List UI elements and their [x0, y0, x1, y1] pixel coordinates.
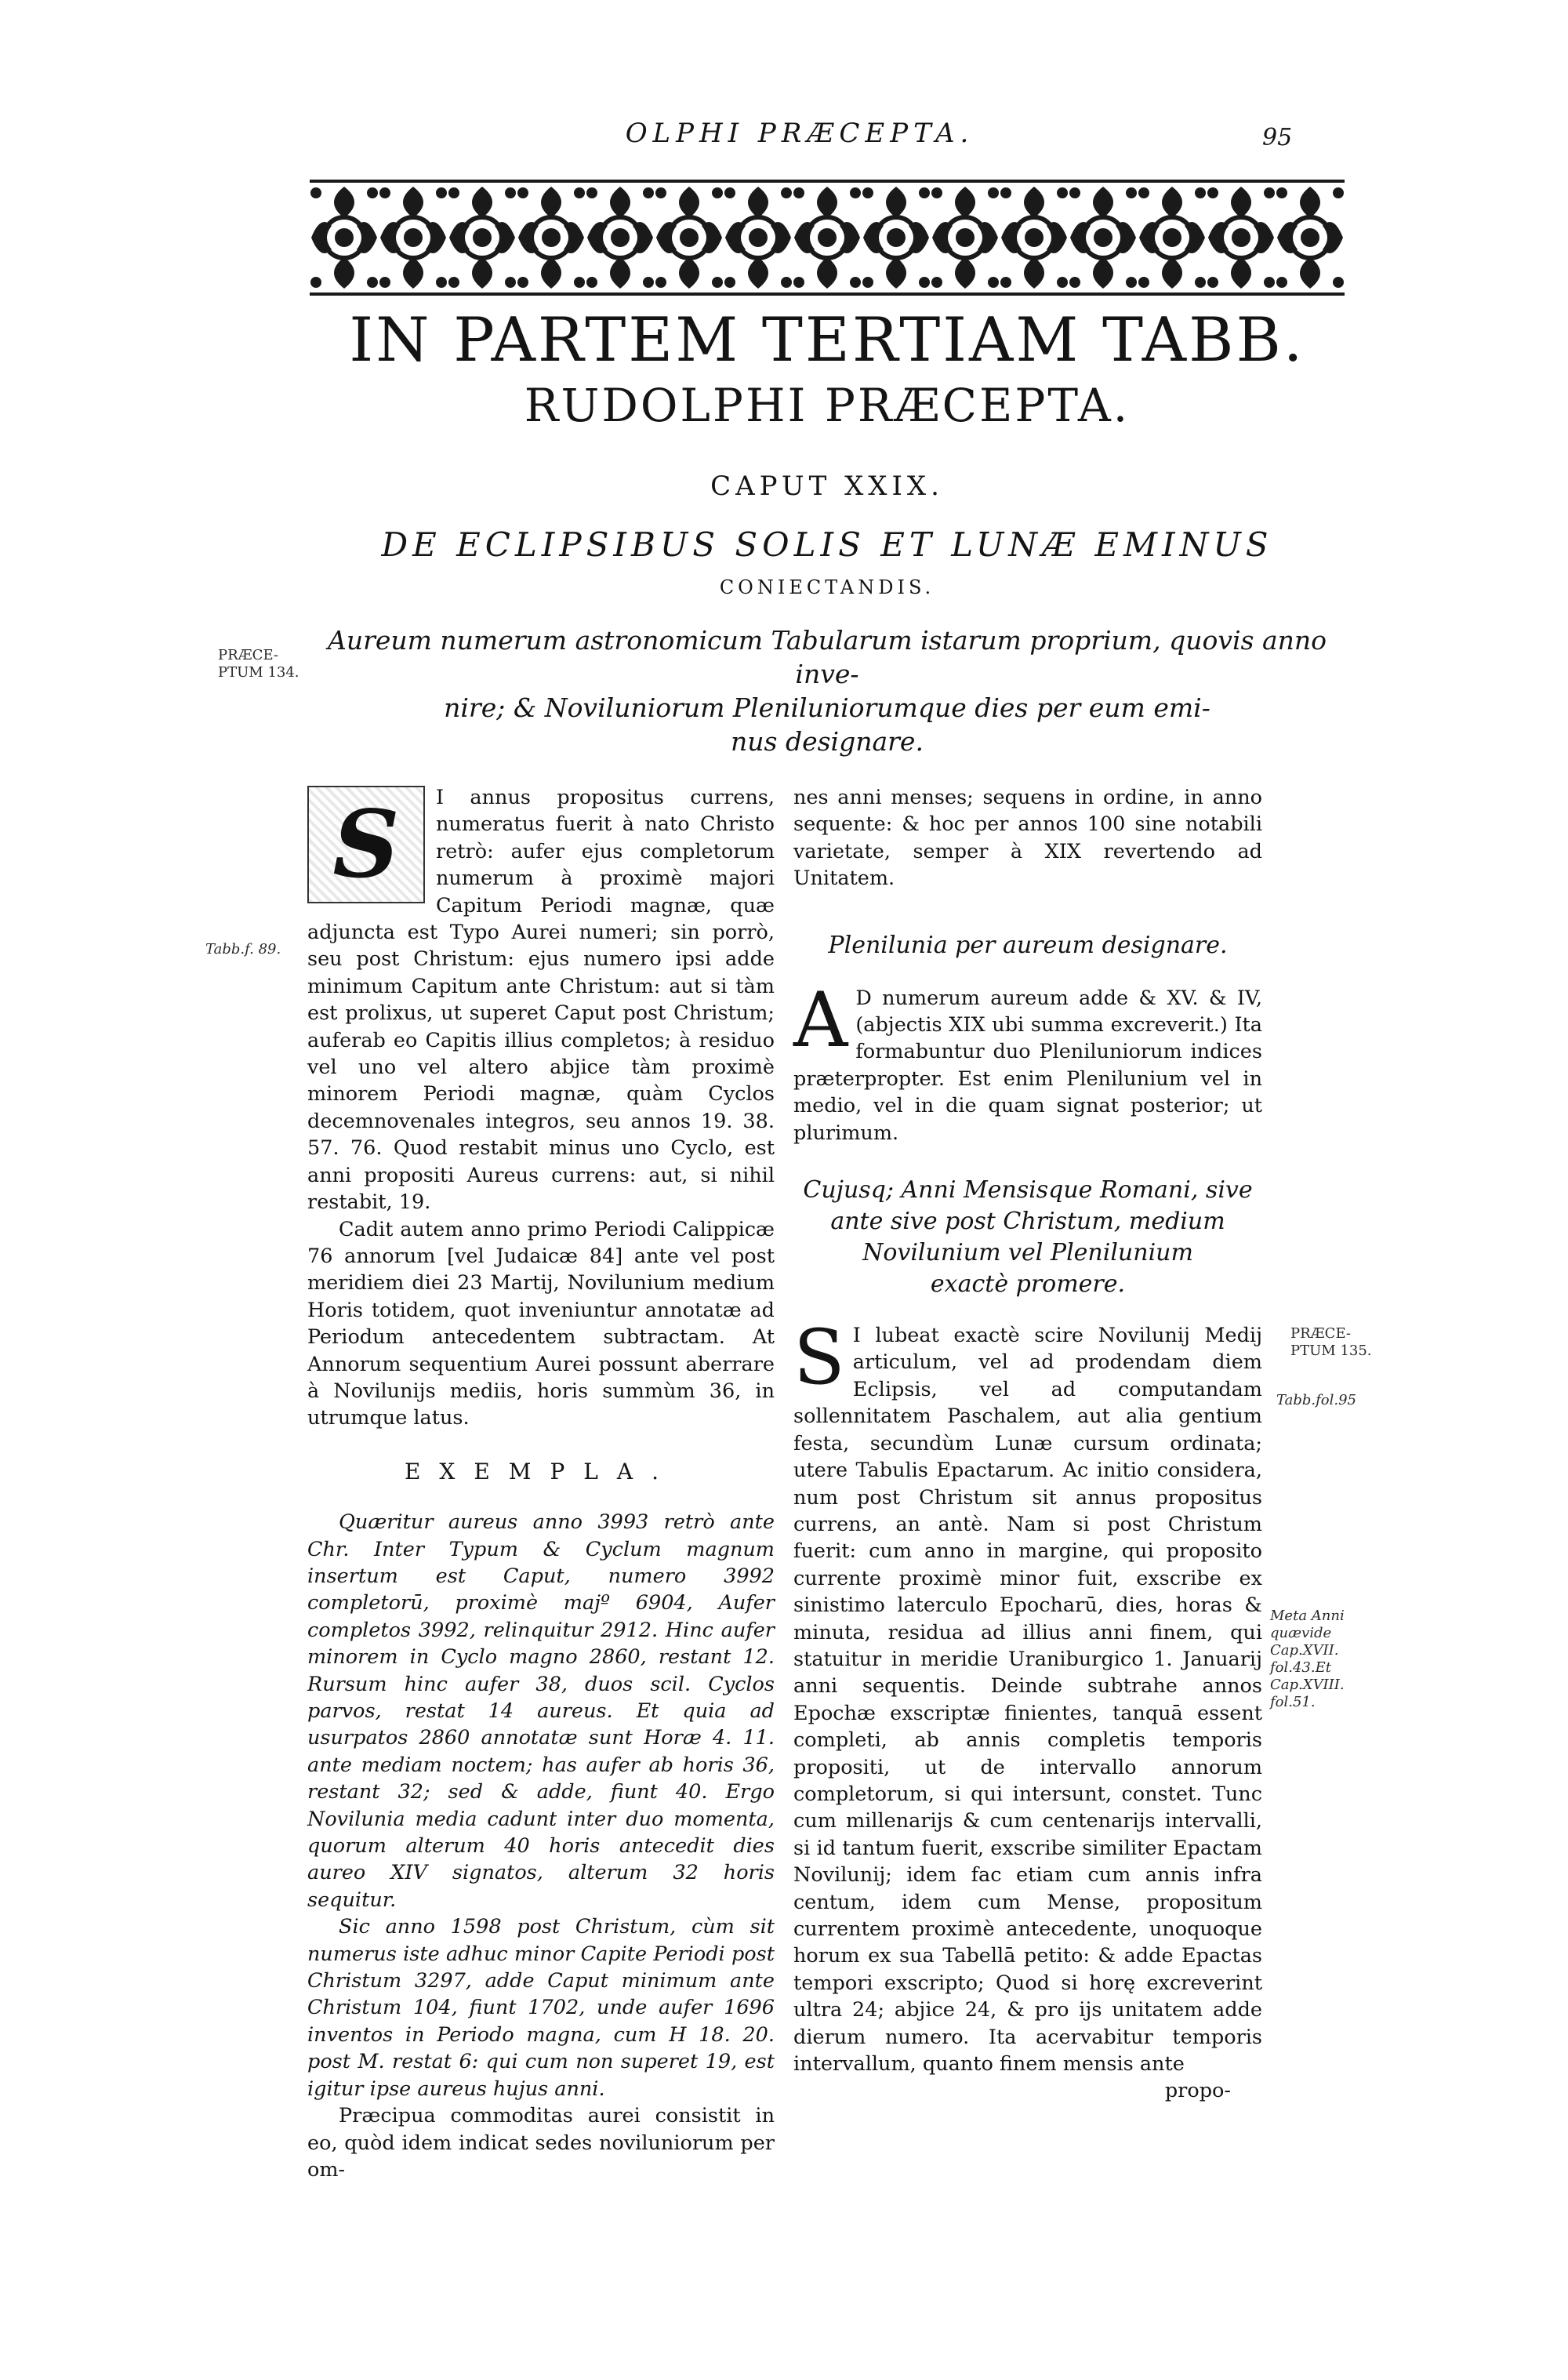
paragraph: nes anni menses; sequens in ordine, in anno sequente: & hoc per annos 100 sine notabili varietate, semper à XIX revertendo ad Unitatem. — [793, 786, 1262, 891]
chapter-title-cont: CONIECTANDIS. — [719, 576, 935, 598]
right-column — [793, 784, 1262, 2105]
example-paragraph: Quæritur aureus anno 3993 retrò ante Chr. Inter Typum & Cyclum magnum insertum est Caput, numero 3992 completorū, proximè majº 6904, Aufer completos 3992, relinquitur 2912. Hinc aufer minorem in Cyclo magno 2860, restant 12. Rursum hinc aufer 38, duos scil. Cyclos parvos, restat 14 aureus. Et quia ad usurpatos 2860 annotatæ sunt Horæ 4. 11. ante mediam noctem; has aufer ab horis 36, restant 32; sed & adde, fiunt 40. Ergo Novilunia media cadunt inter duo momenta, quorum alterum 40 horis antecedit dies aureo XIV signatos, alterum 32 horis sequitur. — [307, 1510, 775, 1912]
initial-letter: S — [793, 1314, 845, 1402]
paragraph: I annus propositus currens, numeratus fuerit à nato Christo retrò: aufer ejus completorum numerum à proximè majori Capitum Periodi magnæ, quæ adjuncta est Typo Aurei numeri; sin porrò, seu post Christum: ejus numero ipsi adde minimum Capitum ante Christum: aut si tàm est prolixus, ut superet Caput post Christum; auferab eo Capitis illius completos; à residuo vel uno vel altero abjice tàm proximè minorem Periodi magnæ, quàm Cyclos decemnovenales integros, seu annos 19. 38. 57. 76. Quod restabit minus uno Cyclo, est anni propositi Aureus currens: aut, si nihil restabit, 19. — [307, 786, 775, 1215]
margin-note-tabb-fol: Tabb.fol.95 — [1276, 1392, 1356, 1408]
decorated-initial: S — [307, 786, 425, 903]
example-paragraph: Sic anno 1598 post Christum, cùm sit numerus iste adhuc minor Capite Periodi post Christum 3297, adde Caput minimum ante Christum 104, fiunt 1702, unde aufer 1696 inventos in Periodo magna, cum H 18. 20. post M. restat 6: qui cum non superet 19, est igitur ipse aureus hujus anni. — [307, 1915, 775, 2101]
catchword: propo- — [1164, 2079, 1231, 2103]
margin-note-praeceptum-135: PRÆCE- PTUM 135. — [1290, 1325, 1372, 1359]
paragraph: I lubeat exactè scire Novilunij Medij articulum, vel ad prodendam diem Eclipsis, vel ad computandam sollennitatem Paschalem, aut alia gentium festa, secundùm Lunæ cursum ordinata; utere Tabulis Epactarum. Ac initio considera, num post Christum sit annus propositus currens, an antè. Nam si post Christum fuerit: cum anno in margine, qui proposito currente proximè minor fuit, exscribe ex sinistimo laterculo Epocharū, dies, horas & minuta, residua ad illius anni finem, qui statuitur in meridie Uraniburgico 1. Januarij anni sequentis. Deinde subtrahe annos Epochæ exscriptæ finientes, tanquā essent completi, ab annis completis temporis propositi, ut de intervallo annorum completorum, si qui intersunt, constet. Tunc cum millenarijs & cum centenarijs intervalli, si id tantum fuerit, exscribe similiter Epactam Novilunij; idem fac etiam cum annis infra centum, idem cum Mense, propositum currentem proximè antecedente, unoquoque horum ex sua Tabellā petito: & adde Epactas tempori exscripto; Quod si horę excreverint ultra 24; abjice 24, & pro ijs unitatem adde dierum numero. Ita acervabitur temporis intervallum, quanto finem mensis ante — [793, 1324, 1262, 2077]
paragraph: Cadit autem anno primo Periodi Calippicæ 76 annorum [vel Judaicæ 84] ante vel post meridiem diei 23 Martij, Novilunium medium Horis totidem, quot inveniuntur annotatæ ad Periodum antecedentem subtractam. At Annorum sequentium Aurei possunt aberrare à Novilunijs mediis, horis summùm 36, in utrumque latus. — [307, 1217, 775, 1430]
paragraph: Præcipua commoditas aurei consistit in eo, quòd idem indicat sedes noviluniorum per om- — [307, 2104, 775, 2182]
chapter-number: CAPUT XXIX. — [710, 471, 944, 502]
margin-note-praeceptum-134: PRÆCE- PTUM 134. — [218, 647, 299, 681]
chapter-title: DE ECLIPSIBUS SOLIS ET LUNÆ EMINUS — [381, 525, 1273, 564]
margin-note-tabb-89: Tabb.f. 89. — [205, 941, 281, 957]
section-heading-novilunium: Cujusq; Anni Mensisque Romani, sive ante sive post Christum, medium Novilunium vel Plenilunium exactè promere. — [803, 1176, 1253, 1299]
initial-letter: A — [793, 976, 848, 1064]
section-heading-exempla: EXEMPLA. — [404, 1458, 678, 1484]
main-title: IN PARTEM TERTIAM TABB. — [349, 305, 1305, 376]
sub-title: RUDOLPHI PRÆCEPTA. — [524, 379, 1131, 432]
section-subtitle: Aureum numerum astronomicum Tabularum istarum proprium, quovis anno inve- nire; & Noviluniorum Pleniluniorumque dies per eum emi- nus designare. — [328, 625, 1327, 757]
section-heading-plenilunia: Plenilunia per aureum designare. — [828, 931, 1228, 959]
left-column — [307, 784, 775, 2183]
page-number: 95 — [1262, 124, 1293, 151]
running-head: OLPHI PRÆCEPTA. — [625, 118, 975, 149]
ornament-band — [310, 179, 1345, 296]
paragraph: D numerum aureum adde & XV. & IV, (abjectis XIX ubi summa excreverit.) Ita formabuntur duo Pleniluniorum indices præterpropter. Est enim Plenilunium vel in medio, vel in die quam signat posterior; ut plurimum. — [793, 986, 1262, 1145]
margin-note-meta-anni: Meta Anni quævide Cap.XVII. fol.43.Et Cap.XVIII. fol.51. — [1270, 1608, 1345, 1710]
